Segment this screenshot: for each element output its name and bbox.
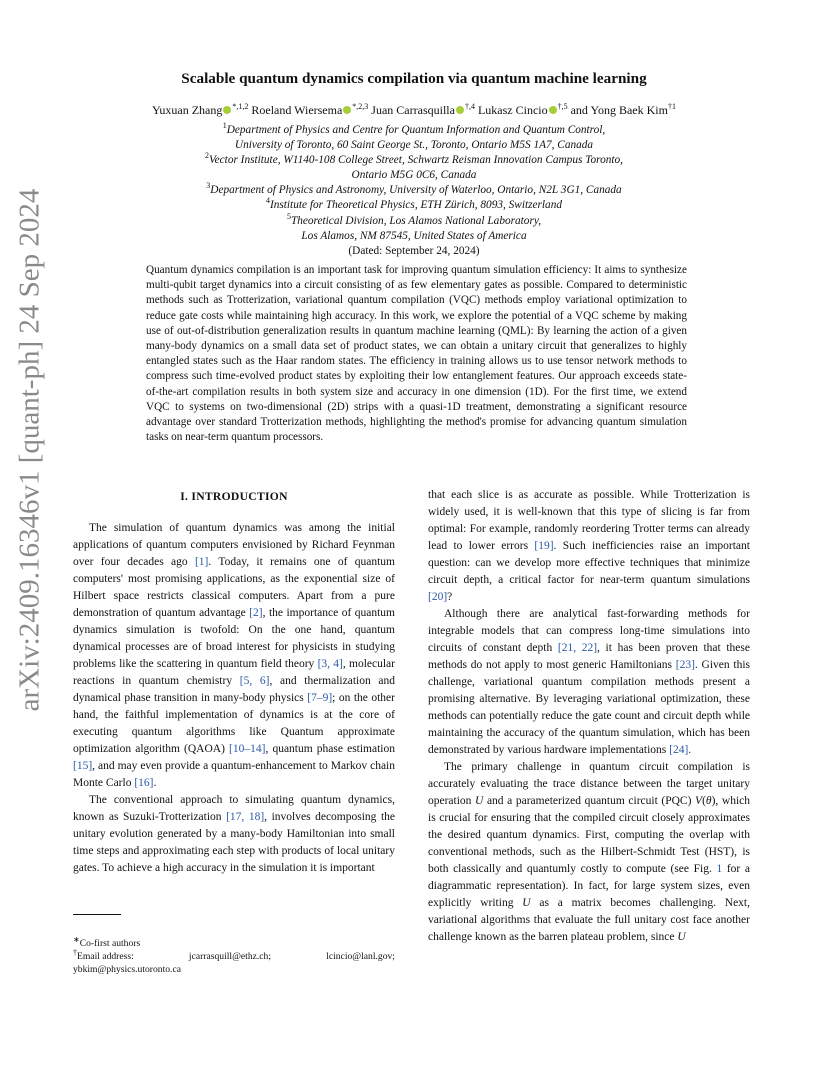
citation-link[interactable]: [1] [194, 556, 209, 568]
orcid-icon[interactable] [343, 106, 351, 114]
affiliation-line: $^3$Department of Physics and Astronomy, University of Waterloo, Ontario, N2L 3G1, Canada [206, 181, 622, 197]
body-paragraph: The simulation of quantum dynamics was among the initial applications of quantum computers envisioned by Richard Feynman over four decades ago [1]. Today, it remains one of quantum computers' most promising applications, as the exponential size of Hilbert space restricts classical computers. Apart from a pure demonstration of quantum advantage [2], the importance of quantum dynamics simulation is twofold: On the one hand, quantum dynamical processes are of broad interest for physicists in studying problems like the scattering in quantum field theory [3, 4], molecular reactions in quantum chemistry [5, 6], and thermalization and dynamical phase transition in many-body physics [7–9]; on the other hand, the faithful implementation of dynamics is at the core of executing quantum algorithms like Quantum approximate optimization algorithm (QAOA) [10–14], quantum phase estimation [15], and may even provide a quantum-enhancement to Markov chain Monte Carlo [16]. [73, 522, 396, 789]
math-symbol: U [522, 897, 531, 909]
citation-link[interactable]: [20] [428, 591, 448, 603]
author-name: and Yong Baek Kim [567, 103, 668, 117]
author-marks: †1 [667, 102, 676, 111]
orcid-icon[interactable] [549, 106, 557, 114]
date-line: (Dated: September 24, 2024) [348, 244, 480, 257]
footnote-cofirst: ∗Co-first authors [73, 934, 141, 949]
author-name: Lukasz Cincio [474, 103, 548, 117]
footnote-rule [73, 914, 121, 915]
citation-link[interactable]: [7–9] [307, 692, 333, 704]
email-link-2[interactable]: lcincio@lanl.gov; [326, 951, 395, 962]
citation-link[interactable]: [23] [675, 659, 695, 671]
orcid-icon[interactable] [223, 106, 231, 114]
author-name: Roeland Wiersema [248, 103, 343, 117]
citation-link[interactable]: [16] [134, 777, 154, 789]
body-paragraph: Although there are analytical fast-forwarding methods for integrable models that can compress long-time simulations into circuits of constant depth [21, 22], it has been proven that these methods do not apply to most generic Hamiltonians [23]. Given this challenge, variational quantum compilation methods present a promising alternative. By leveraging variational optimization, these methods can potentially reduce the gate count and circuit depth while maintaining the accuracy of the quantum simulation, which has been demonstrated by various hardware implementations [24]. [428, 608, 750, 756]
right-column [428, 487, 750, 946]
affiliation-line: University of Toronto, 60 Saint George St., Toronto, Ontario M5S 1A7, Canada [234, 139, 594, 152]
paper-title: Scalable quantum dynamics compilation via quantum machine learning [181, 70, 647, 87]
footnotes [73, 934, 395, 976]
math-symbol: θ [705, 795, 712, 807]
author-marks: †,5 [557, 102, 568, 111]
citation-link[interactable]: 1 [716, 863, 723, 875]
math-symbol: V [695, 795, 703, 807]
email-link-3[interactable]: ybkim@physics.utoronto.ca [73, 964, 181, 975]
author-name: Yuxuan Zhang [152, 103, 223, 117]
math-symbol: U [677, 931, 686, 943]
author-marks: †,4 [464, 102, 475, 111]
abstract: Quantum dynamics compilation is an important task for improving quantum simulation efficiency: It aims to synthesize multi-qubit target dynamics into a circuit consisting of as few elementary gates as possible. Compared to deterministic methods such as Trotterization, variational quantum compilation (VQC) methods employ variational optimization to reduce gate costs while maintaining high accuracy. In this work, we explore the potential of a VQC scheme by making use of out-of-distribution generalization results in quantum machine learning (QML): By learning the action of a given many-body dynamics on a small data set of product states, we can obtain a unitary circuit that generalizes to highly entangled states such as the Haar random states. The efficiency in training allows us to use tensor network methods to compress such time-evolved product states by exploiting their low entanglement features. Our approach exceeds state-of-the-art compilation results in both system size and accuracy in one dimension (1D). For the first time, we extend VQC to systems on two-dimensional (2D) strips with a quasi-1D treatment, demonstrating a significant resource advantage over standard Trotterization methods, highlighting the method's promise for advancing quantum simulation tasks on near-term quantum processors. [146, 264, 687, 444]
citation-link[interactable]: [17, 18] [226, 811, 265, 823]
citation-link[interactable]: [10–14] [229, 743, 266, 755]
citation-link[interactable]: [5, 6] [239, 675, 270, 687]
body-paragraph: The conventional approach to simulating quantum dynamics, known as Suzuki-Trotterization [17, 18], involves decomposing the unitary evolution generated by a many-body Hamiltonian into small time steps and approximating each step with products of local unitary gates. To achieve a high accuracy in the simulation it is important [73, 794, 395, 874]
left-column [73, 488, 395, 877]
affiliation-line: Ontario M5G 0C6, Canada [351, 169, 477, 182]
arxiv-stamp: arXiv:2409.16346v1 [quant-ph] 24 Sep 2024 [13, 188, 46, 712]
footnote-email: †Email address: jcarrasquill@ethz.ch; lcincio@lanl.gov; [73, 947, 395, 962]
email-link-1[interactable]: jcarrasquill@ethz.ch; [188, 951, 272, 962]
math-symbol: U [475, 795, 484, 807]
author-marks: *,2,3 [352, 102, 369, 111]
author-list [40, 103, 788, 118]
citation-link[interactable]: [21, 22] [557, 642, 598, 654]
author-marks: *,1,2 [232, 102, 249, 111]
affiliation-line: $^4$Institute for Theoretical Physics, ETH Zürich, 8093, Switzerland [265, 196, 563, 212]
body-paragraph: The primary challenge in quantum circuit compilation is accurately evaluating the trace distance between the target unitary operation U and a parameterized quantum circuit (PQC) V(θ), which is crucial for ensuring that the compiled circuit closely approximates the desired quantum dynamics. First, computing the overlap with conventional methods, such as the Hilbert-Schmidt Test (HST), is both classically and quantumly costly to compute (see Fig. 1 for a diagrammatic representation). In fact, for large system sizes, even explicitly writing U as a matrix becomes challenging. Next, variational algorithms that evaluate the full unitary cost face another challenge known as the barren plateau problem, since U [428, 761, 750, 943]
citation-link[interactable]: [3, 4] [317, 658, 343, 670]
affiliation-line: Los Alamos, NM 87545, United States of America [301, 229, 527, 242]
affiliation-line: $^2$Vector Institute, W1140-108 College Street, Schwartz Reisman Innovation Campus Toronto, [205, 151, 623, 167]
body-paragraph: that each slice is as accurate as possible. While Trotterization is widely used, it is well-known that this type of slicing is far from optimal: For example, randomly reordering Trotter terms can already lead to lower errors [19]. Such inefficiencies raise an important question: can we develop more effective techniques that minimize circuit depth, a critical factor for near-term quantum simulations [20]? [428, 489, 750, 603]
affiliation-line: $^1$Department of Physics and Centre for Quantum Information and Quantum Control, [222, 121, 606, 136]
section-heading: I. INTRODUCTION [180, 490, 288, 503]
citation-link[interactable]: [15] [73, 760, 93, 772]
citation-link[interactable]: [2] [249, 607, 263, 619]
orcid-icon[interactable] [456, 106, 464, 114]
citation-link[interactable]: [19] [534, 540, 554, 552]
author-name: Juan Carrasquilla [368, 103, 455, 117]
affiliation-line: $^5$Theoretical Division, Los Alamos National Laboratory, [286, 211, 542, 227]
affiliations [60, 123, 768, 259]
citation-link[interactable]: [24] [669, 744, 689, 756]
